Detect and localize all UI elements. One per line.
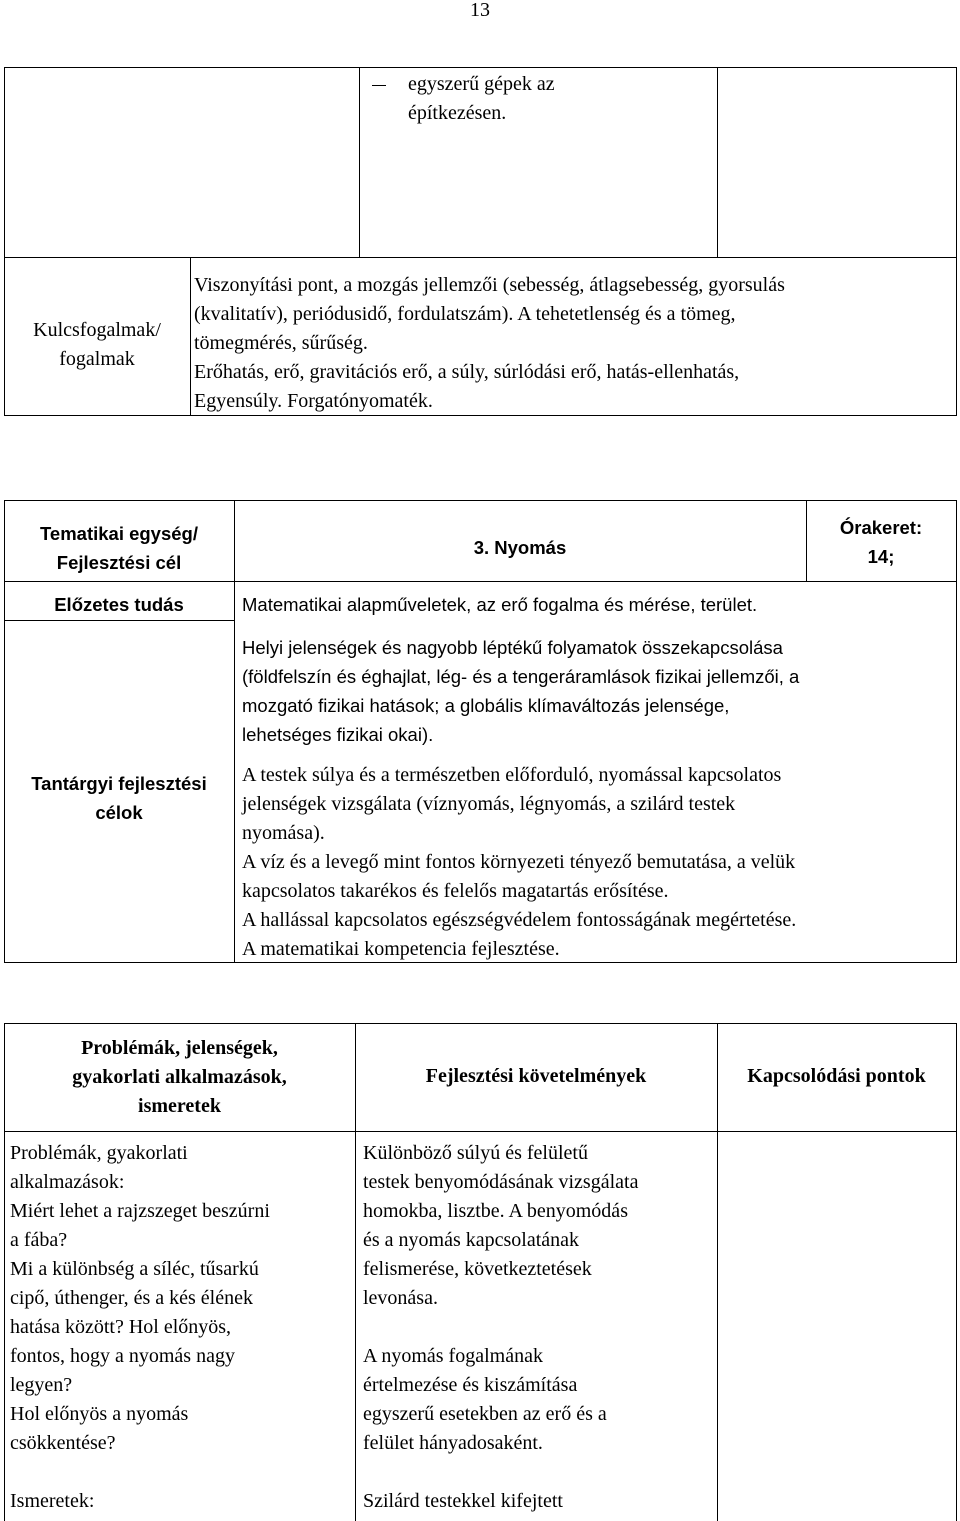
key-concepts-label-line: fogalmak [59,348,135,370]
col2-line: testek benyomódásának vizsgálata [363,1171,639,1193]
goals-line: mozgató fizikai hatások; a globális klímaváltozás jelensége, [242,695,730,716]
key-concepts-text [194,271,785,416]
goals-line: kapcsolatos takarékos és felelős magatartás erősítése. [242,880,669,902]
goals-text-block-1 [242,633,799,749]
dash-bullet [372,85,386,86]
prereq-text: Matematikai alapműveletek, az erő fogalma és mérése, terület. [242,594,758,615]
header-col1-line: gyakorlati alkalmazások, [72,1066,287,1088]
col1-line: Problémák, gyakorlati [10,1142,188,1164]
page-number: 13 [470,0,490,21]
col2-line: értelmezése és kiszámítása [363,1374,578,1396]
col2-line: és a nyomás kapcsolatának [363,1229,580,1251]
unit-label-line: Tematikai egység/ [39,523,198,544]
col1-line: Miért lehet a rajzszeget beszúrni [10,1200,270,1222]
col2-line: A nyomás fogalmának [363,1345,543,1367]
goals-line: nyomása). [242,822,325,844]
goals-line: jelenségek vizsgálata (víznyomás, légnyomás, a szilárd testek [242,793,736,815]
goals-label [4,769,234,827]
unit-label-line: Fejlesztési cél [56,552,182,573]
col2-line: Különböző súlyú és felületű [363,1142,588,1164]
prereq-label: Előzetes tudás [54,594,184,615]
goals-line: A testek súlya és a természetben előforduló, nyomással kapcsolatos [242,764,782,786]
col1-line: cipő, úthenger, és a kés élének [10,1287,253,1309]
header-col1 [4,1034,355,1121]
goals-line: A matematikai kompetencia fejlesztése. [242,938,560,960]
dash-item-line: egyszerű gépek az [408,73,555,95]
col1-line: legyen? [10,1374,73,1396]
col2-line [363,1313,638,1342]
goals-line: (földfelszín és éghajlat, lég- és a tengeráramlások fizikai jellemzői, a [242,666,800,687]
col1-content [10,1139,270,1516]
key-concepts-line: tömegmérés, sűrűség. [194,332,368,354]
key-concepts-line: Erőhatás, erő, gravitációs erő, a súly, súrlódási erő, hatás-ellenhatás, [194,361,740,383]
key-concepts-label [4,316,190,374]
header-col1-line: ismeretek [138,1095,221,1117]
col1-line: alkalmazások: [10,1171,125,1193]
col2-line: Szilárd testekkel kifejtett [363,1490,563,1512]
col1-line: Ismeretek: [10,1490,95,1512]
goals-line: lehetséges fizikai okai). [242,724,434,745]
unit-label [4,519,234,577]
hours-value: 14; [867,546,895,567]
key-concepts-label-line: Kulcsfogalmak/ [33,319,161,341]
goals-label-line: Tantárgyi fejlesztési [31,773,207,794]
col2-line: egyszerű esetekben az erő és a [363,1403,607,1425]
col2-line: levonása. [363,1287,438,1309]
dash-item-line: építkezésen. [408,102,507,124]
goals-line: A hallással kapcsolatos egészségvédelem fontosságának megértetése. [242,909,797,931]
col2-line: homokba, lisztbe. A benyomódás [363,1200,628,1222]
hours-box [806,513,956,571]
goals-label-line: célok [95,802,143,823]
hours-label: Órakeret: [839,517,923,538]
key-concepts-line: Egyensúly. Forgatónyomaték. [194,390,433,412]
col1-line: a fába? [10,1229,68,1251]
col1-line: csökkentése? [10,1432,116,1454]
goals-text-block-2 [242,761,796,964]
unit-title: 3. Nyomás [473,537,567,558]
goals-line: A víz és a levegő mint fontos környezeti tényező bemutatása, a velük [242,851,796,873]
key-concepts-line: Viszonyítási pont, a mozgás jellemzői (sebesség, átlagsebesség, gyorsulás [194,274,785,296]
col1-line: fontos, hogy a nyomás nagy [10,1345,235,1367]
header-col1-line: Problémák, jelenségek, [81,1037,278,1059]
goals-line: Helyi jelenségek és nagyobb léptékű folyamatok összekapcsolása [242,637,783,658]
key-concepts-line: (kvalitatív), periódusidő, fordulatszám). A tehetetlenség és a tömeg, [194,303,736,325]
col1-line: Mi a különbség a síléc, tűsarkú [10,1258,259,1280]
col2-line [363,1458,638,1487]
col2-line: felismerése, következtetések [363,1258,592,1280]
col1-line: hatása között? Hol előnyös, [10,1316,232,1338]
col2-line: felület hányadosaként. [363,1432,543,1454]
dash-item-text [408,70,555,128]
col1-line: Hol előnyös a nyomás [10,1403,189,1425]
col1-line [10,1458,270,1487]
header-col3: Kapcsolódási pontok [747,1065,926,1087]
col2-content [363,1139,638,1516]
header-col2: Fejlesztési követelmények [425,1065,647,1087]
